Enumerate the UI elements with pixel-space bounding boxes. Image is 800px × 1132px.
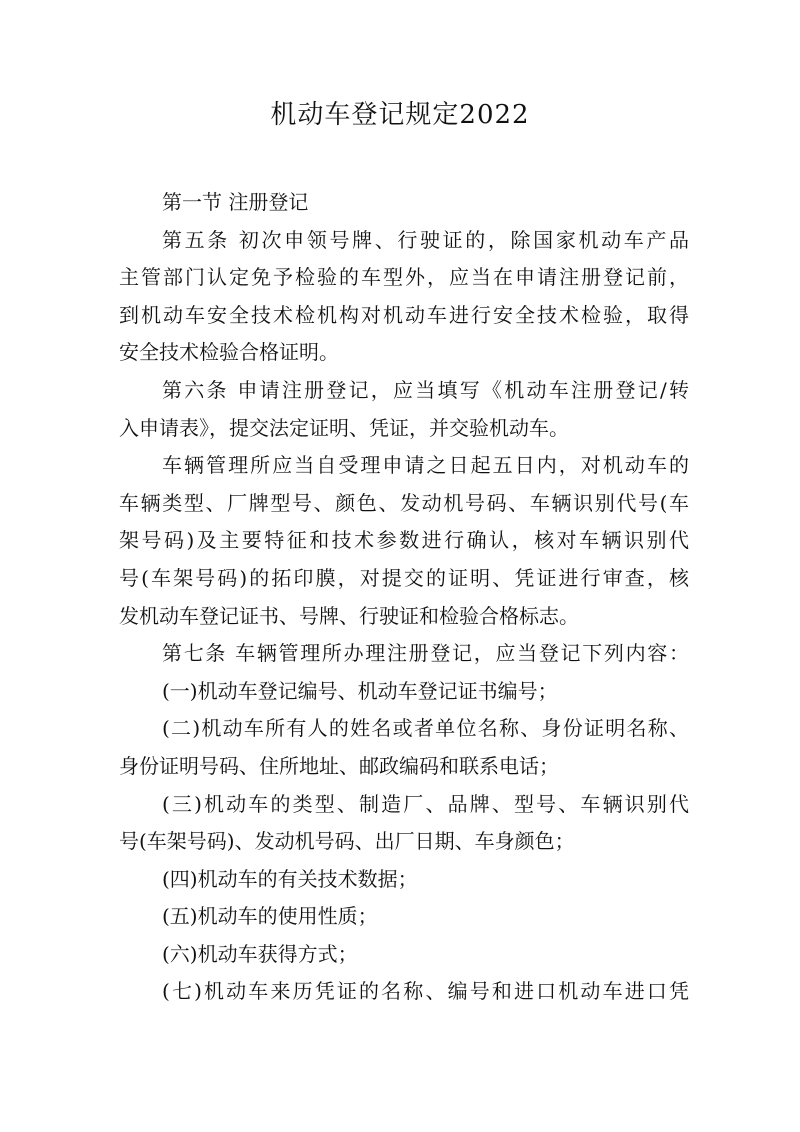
list-item-2-cont: 身份证明号码、住所地址、邮政编码和联系电话； xyxy=(119,753,559,778)
section-heading: 第一节 注册登记 xyxy=(162,190,309,214)
article-5-line: 到机动车安全技术检机构对机动车进行安全技术检验，取得 xyxy=(119,302,689,327)
list-item-1: (一)机动车登记编号、机动车登记证书编号； xyxy=(162,678,558,703)
paragraph-line: 发机动车登记证书、号牌、行驶证和检验合格标志。 xyxy=(119,603,579,628)
list-item-3: (三)机动车的类型、制造厂、品牌、型号、车辆识别代 xyxy=(162,791,689,816)
list-item-6: (六)机动车获得方式； xyxy=(162,941,358,966)
paragraph-line: 车辆类型、厂牌型号、颜色、发动机号码、车辆识别代号(车 xyxy=(119,490,689,515)
article-5-line: 第五条 初次申领号牌、行驶证的，除国家机动车产品 xyxy=(162,227,689,252)
list-item-2: (二)机动车所有人的姓名或者单位名称、身份证明名称、 xyxy=(162,716,689,741)
list-item-5: (五)机动车的使用性质； xyxy=(162,904,378,929)
paragraph-line: 架号码)及主要特征和技术参数进行确认，核对车辆识别代 xyxy=(119,528,689,553)
article-7-line: 第七条 车辆管理所办理注册登记，应当登记下列内容： xyxy=(162,641,689,666)
article-5-line: 主管部门认定免予检验的车型外，应当在申请注册登记前， xyxy=(119,265,689,290)
article-6-line: 第六条 申请注册登记，应当填写《机动车注册登记/转 xyxy=(162,377,689,402)
document-body xyxy=(119,184,689,1011)
article-5-line: 安全技术检验合格证明。 xyxy=(119,340,339,365)
article-6-line: 入申请表》，提交法定证明、凭证，并交验机动车。 xyxy=(119,415,569,440)
paragraph-line: 号(车架号码)的拓印膜，对提交的证明、凭证进行审查，核 xyxy=(119,565,689,590)
list-item-4: (四)机动车的有关技术数据； xyxy=(162,866,418,891)
document-title: 机动车登记规定2022 xyxy=(270,100,530,130)
paragraph-line: 车辆管理所应当自受理申请之日起五日内，对机动车的 xyxy=(162,453,689,478)
list-item-3-cont: 号(车架号码)、发动机号码、出厂日期、车身颜色； xyxy=(119,829,575,854)
list-item-7: (七)机动车来历凭证的名称、编号和进口机动车进口凭 xyxy=(162,979,689,1004)
